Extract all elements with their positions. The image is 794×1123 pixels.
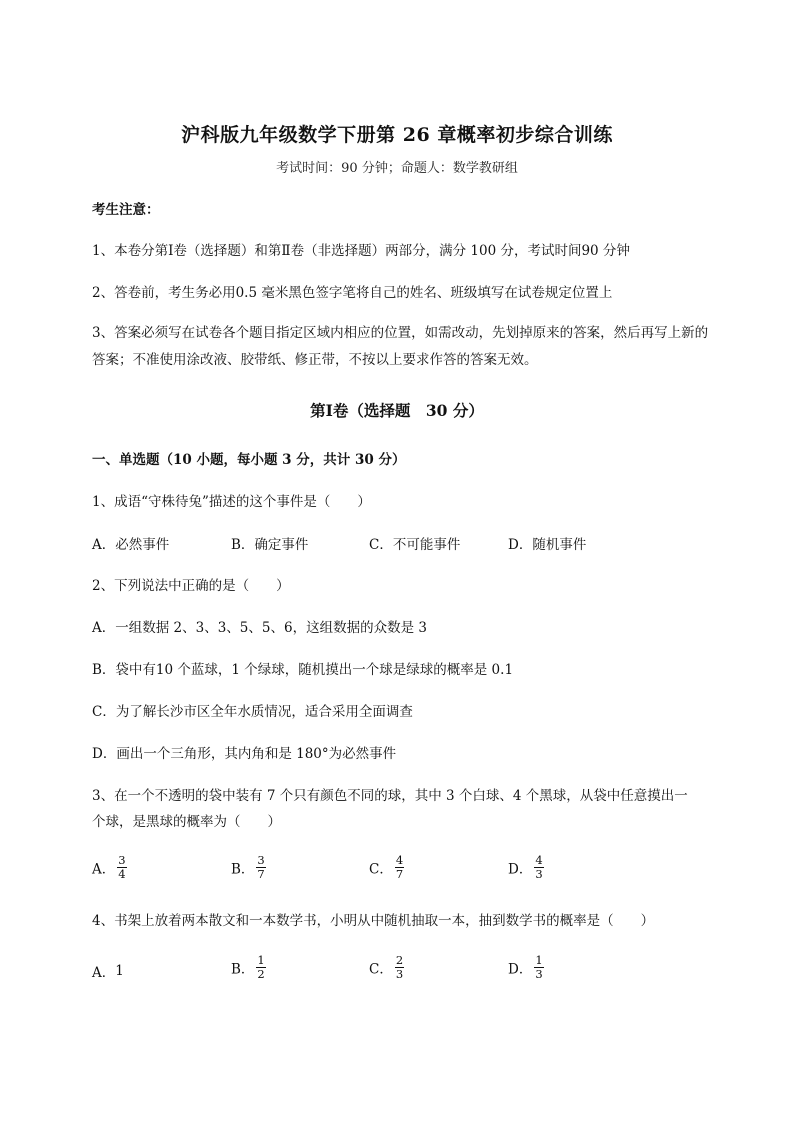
exam-info: 考试时间：90 分钟；命题人：数学教研组: [276, 161, 518, 176]
question-stem: 3、在一个不透明的袋中装有 7 个只有颜色不同的球，其中 3 个白球、4 个黑球，从袋中任意摸出一: [92, 788, 688, 804]
option-c: C． $\frac{2}{3}$: [369, 953, 404, 981]
option-b: B． $\frac{1}{2}$: [231, 953, 265, 981]
option-c: C．不可能事件: [369, 537, 461, 553]
option-a: A．1: [92, 963, 124, 981]
fraction: $\frac{3}{4}$: [118, 853, 126, 881]
fraction: $\frac{1}{3}$: [535, 953, 543, 981]
option-b: B． $\frac{3}{7}$: [231, 853, 265, 881]
option-b: B．确定事件: [231, 537, 309, 553]
option-c: C．为了解长沙市区全年水质情况，适合采用全面调查: [92, 704, 413, 720]
option-a: A．必然事件: [92, 537, 170, 553]
fraction: $\frac{4}{7}$: [395, 853, 404, 881]
notice-item: 3、答案必须写在试卷各个题目指定区域内相应的位置，如需改动，先划掉原来的答案，然后再写上新的答案；不准使用涂改液、胶带纸、修正带，不按以上要求作答的答案无效。: [92, 325, 709, 368]
notice-item: 1、本卷分第Ⅰ卷（选择题）和第Ⅱ卷（非选择题）两部分，满分 100 分，考试时间90 分钟: [92, 243, 630, 259]
question-stem: 4、书架上放着两本散文和一本数学书，小明从中随机抽取一本，抽到数学书的概率是（ ）: [92, 913, 655, 929]
option-d: D．随机事件: [508, 537, 587, 553]
fraction: $\frac{2}{3}$: [395, 953, 404, 981]
notice-item: 2、答卷前，考生务必用0.5 毫米黑色签字笔将自己的姓名、班级填写在试卷规定位置上: [92, 285, 613, 301]
section-title: 第Ⅰ卷（选择题 30 分）: [310, 401, 484, 420]
fraction: $\frac{4}{3}$: [535, 853, 543, 881]
fraction: $\frac{1}{2}$: [257, 953, 265, 981]
option-a: A．一组数据 2、3、3、5、5、6，这组数据的众数是 3: [92, 620, 427, 636]
option-c: C． $\frac{4}{7}$: [369, 853, 404, 881]
fraction: $\frac{3}{7}$: [257, 853, 265, 881]
notice-heading: 考生注意：: [92, 202, 160, 218]
option-d: D．画出一个三角形，其内角和是 180°为必然事件: [92, 746, 397, 762]
option-a: A． $\frac{3}{4}$: [92, 853, 126, 881]
question-stem-continued: 个球，是黑球的概率为（ ）: [92, 814, 281, 830]
option-d: D． $\frac{4}{3}$: [508, 853, 543, 881]
page-title: 沪科版九年级数学下册第 26 章概率初步综合训练: [181, 124, 613, 146]
part-heading: 一、单选题（10 小题，每小题 3 分，共计 30 分）: [92, 452, 406, 468]
question-stem: 1、成语“守株待兔”描述的这个事件是（ ）: [92, 494, 371, 510]
question-stem: 2、下列说法中正确的是（ ）: [92, 578, 290, 594]
option-b: B．袋中有10 个蓝球，1 个绿球，随机摸出一个球是绿球的概率是 0.1: [92, 662, 514, 678]
option-d: D． $\frac{1}{3}$: [508, 953, 543, 981]
